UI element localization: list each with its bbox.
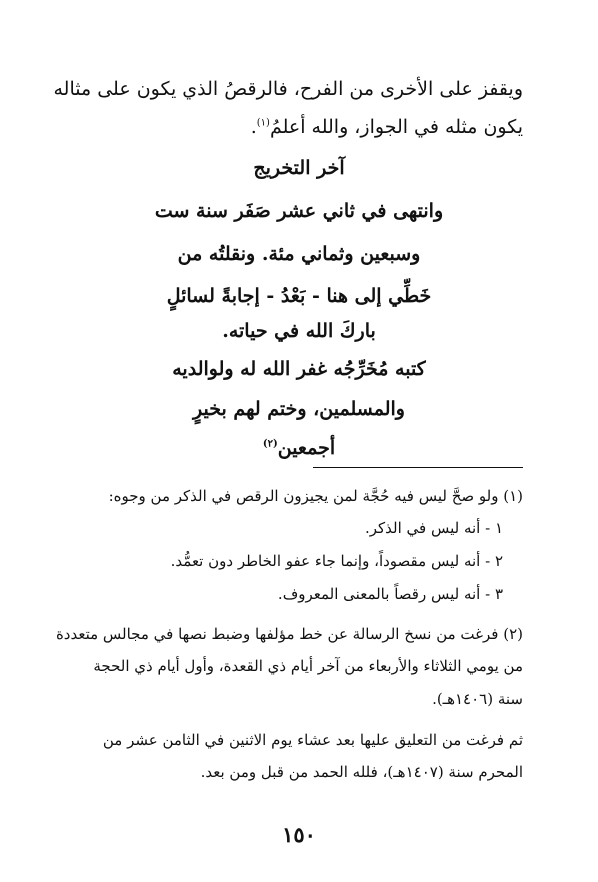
colophon-line-7-text: أجمعين [277, 437, 336, 459]
colophon-line-5: كتبه مُخَرِّجُه غفر الله له ولوالديه [172, 358, 426, 380]
footnote-2-line-3: سنة (١٤٠٦هـ). [432, 690, 523, 708]
footnote-ref-2: (٢) [262, 438, 278, 450]
page-number: ١٥٠ [282, 822, 316, 847]
colophon-line-4: باركَ الله في حياته. [222, 320, 376, 342]
colophon-title: آخر التخريج [253, 157, 345, 179]
body-line-2-text: يكون مثله في الجواز، والله أعلمُ [269, 116, 523, 138]
footnote-2-line-1: (٢) فرغت من نسخ الرسالة عن خط مؤلفها وضبط نصها في مجالس متعددة [55, 625, 523, 643]
footnote-1-item-3: ٣ - أنه ليس رقصاً بالمعنى المعروف. [277, 585, 503, 603]
colophon-line-2: وسبعين وثماني مئة. ونقلتُه من [177, 243, 421, 265]
colophon-line-1: وانتهى في ثاني عشر صَفَر سنة ست [154, 200, 444, 222]
footnote-ref-1: (١) [256, 117, 270, 129]
footnote-1-item-2: ٢ - أنه ليس مقصوداً، وإنما جاء عفو الخاطر دون تعمُّد. [170, 552, 503, 570]
footnote-separator [313, 467, 523, 468]
body-line-1: ويقفز على الأخرى من الفرح، فالرقصُ الذي يكون على مثاله [53, 78, 523, 100]
footnote-1-item-1: ١ - أنه ليس في الذكر. [364, 519, 503, 537]
footnote-2-line-2: من يومي الثلاثاء والأربعاء من آخر أيام ذي القعدة، وأول أيام ذي الحجة [93, 657, 523, 675]
colophon-line-7 [0, 437, 598, 459]
footnote-1-intro: (١) ولو صحَّ ليس فيه حُجَّة لمن يجيزون الرقص في الذكر من وجوه: [108, 487, 523, 505]
footnote-2-line-5: المحرم سنة (١٤٠٧هـ)، فلله الحمد من قبل ومن بعد. [200, 763, 523, 781]
colophon-line-3: خَطِّي إلى هنا - بَعْدُ - إجابةً لسائلٍ [166, 285, 432, 307]
body-line-2 [251, 116, 523, 138]
body-line-2-end: . [250, 116, 257, 138]
colophon-line-6: والمسلمين، وختم لهم بخيرٍ [193, 398, 405, 420]
footnote-2-line-4: ثم فرغت من التعليق عليها بعد عشاء يوم الاثنين في الثامن عشر من [102, 731, 523, 749]
